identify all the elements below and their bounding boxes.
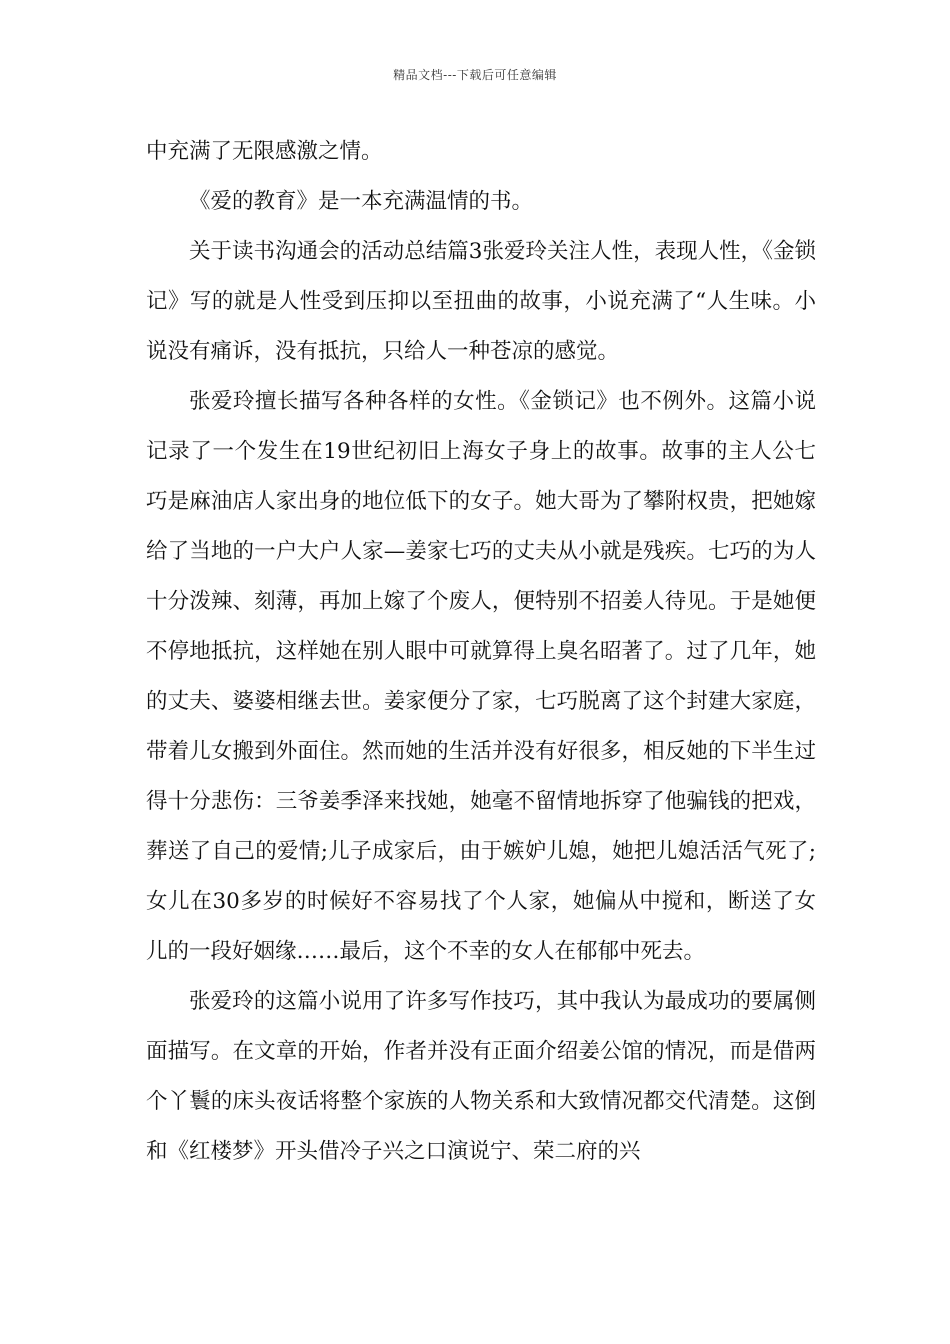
page-header: 精品文档---下载后可任意编辑 [393, 68, 557, 82]
paragraph: 关于读书沟通会的活动总结篇3张爱玲关注人性，表现人性，《金锁记》写的就是人性受到压抑以至扭曲的故事，小说充满了“人生味。小说没有痛诉，没有抵抗，只给人一种苍凉的感觉。 [146, 239, 816, 364]
paragraph: 《爱的教育》是一本充满温情的书。 [189, 189, 534, 214]
paragraph-continuation: 中充满了无限感激之情。 [146, 139, 383, 164]
paragraph: 张爱玲擅长描写各种各样的女性。《金锁记》也不例外。这篇小说记录了一个发生在19世纪初旧上海女子身上的故事。故事的主人公七巧是麻油店人家出身的地位低下的女子。她大哥为了攀附权贵，把她嫁给了当地的一户大户人家—姜家七巧的丈夫从小就是残疾。七巧的为人十分泼辣、刻薄，再加上嫁了个废人，便特别不招姜人待见。于是她便不停地抵抗，这样她在别人眼中可就算得上臭名昭著了。过了几年，她的丈夫、婆婆相继去世。姜家便分了家，七巧脱离了这个封建大家庭，带着儿女搬到外面住。然而她的生活并没有好很多，相反她的下半生过得十分悲伤：三爷姜季泽来找她，她毫不留情地拆穿了他骗钱的把戏，葬送了自己的爱情;儿子成家后，由于嫉妒儿媳，她把儿媳活活气死了;女儿在30多岁的时候好不容易找了个人家，她偏从中搅和，断送了女儿的一段好姻缘……最后，这个不幸的女人在郁郁中死去。 [146, 389, 816, 964]
paragraph: 张爱玲的这篇小说用了许多写作技巧，其中我认为最成功的要属侧面描写。在文章的开始，作者并没有正面介绍姜公馆的情况，而是借两个丫鬟的床头夜话将整个家族的人物关系和大致情况都交代清楚。这倒和《红楼梦》开头借冷子兴之口演说宁、荣二府的兴 [146, 989, 816, 1164]
document-body [146, 127, 816, 1177]
